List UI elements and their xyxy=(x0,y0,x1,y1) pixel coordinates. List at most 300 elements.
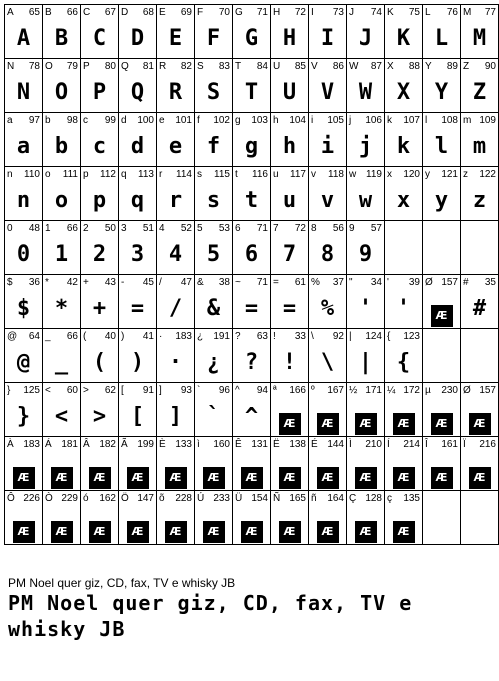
glyph-char: = xyxy=(130,296,145,321)
glyph-char: Æ xyxy=(393,521,415,543)
glyph-sample xyxy=(385,405,422,429)
character-code: 43 xyxy=(104,277,116,288)
glyph-sample xyxy=(423,131,460,163)
character-label: ª xyxy=(273,385,277,396)
cell-header xyxy=(197,439,230,451)
glyph-cell xyxy=(195,383,233,437)
glyph-char: a xyxy=(16,134,31,159)
cell-header xyxy=(235,7,268,19)
glyph-cell xyxy=(195,113,233,167)
character-label: ` xyxy=(197,385,201,396)
glyph-sample xyxy=(309,347,346,379)
glyph-char: Æ xyxy=(165,521,187,543)
glyph-char: Æ xyxy=(241,521,263,543)
glyph-char: ! xyxy=(282,350,297,375)
glyph-sample xyxy=(233,131,270,163)
character-label: L xyxy=(425,7,431,18)
character-label: ? xyxy=(235,331,241,342)
character-code: 39 xyxy=(408,277,420,288)
character-label: x xyxy=(387,169,392,180)
cell-header xyxy=(349,169,382,181)
character-label: % xyxy=(311,277,320,288)
character-label: @ xyxy=(7,331,18,342)
glyph-cell xyxy=(157,329,195,383)
glyph-sample xyxy=(195,185,232,217)
character-label: ! xyxy=(273,331,276,342)
glyph-cell xyxy=(5,383,43,437)
cell-header xyxy=(159,223,192,235)
character-code: 214 xyxy=(403,439,420,450)
glyph-sample xyxy=(81,239,118,271)
glyph-sample xyxy=(385,131,422,163)
glyph-char: Æ xyxy=(431,305,453,327)
glyph-cell xyxy=(43,275,81,329)
glyph-char: + xyxy=(92,296,107,321)
character-code: 70 xyxy=(218,7,230,18)
cell-header xyxy=(83,277,116,289)
cell-header xyxy=(311,7,344,19)
glyph-cell xyxy=(385,491,423,545)
glyph-cell xyxy=(119,113,157,167)
character-code: 37 xyxy=(332,277,344,288)
character-label: R xyxy=(159,61,167,72)
character-label: N xyxy=(7,61,15,72)
glyph-char: o xyxy=(54,188,69,213)
glyph-cell xyxy=(385,275,423,329)
character-code: 61 xyxy=(294,277,306,288)
character-label: t xyxy=(235,169,238,180)
glyph-sample xyxy=(43,401,80,433)
glyph-sample xyxy=(81,459,118,483)
cell-header xyxy=(235,331,268,343)
glyph-char: K xyxy=(396,26,411,51)
cell-header xyxy=(311,385,344,397)
character-label: H xyxy=(273,7,281,18)
glyph-char: u xyxy=(282,188,297,213)
glyph-cell xyxy=(309,329,347,383)
glyph-char: p xyxy=(92,188,107,213)
glyph-cell xyxy=(119,221,157,275)
character-code: 183 xyxy=(23,439,40,450)
character-label: ñ xyxy=(311,493,317,504)
character-label: ç xyxy=(387,493,392,504)
character-code: 166 xyxy=(289,385,306,396)
character-code: 97 xyxy=(28,115,40,126)
character-code: 48 xyxy=(28,223,40,234)
character-code: 112 xyxy=(100,169,116,180)
grid-row xyxy=(5,5,499,59)
glyph-cell xyxy=(461,5,499,59)
glyph-sample xyxy=(347,131,384,163)
character-code: 101 xyxy=(175,115,192,126)
character-label: Â xyxy=(83,439,90,450)
glyph-cell xyxy=(81,113,119,167)
cell-header xyxy=(83,169,116,181)
glyph-sample xyxy=(461,405,498,429)
glyph-sample xyxy=(157,401,194,433)
empty-cell xyxy=(461,221,499,275)
cell-header xyxy=(387,439,420,451)
glyph-sample xyxy=(157,347,194,379)
character-label: G xyxy=(235,7,243,18)
glyph-sample xyxy=(385,347,422,379)
glyph-char: R xyxy=(168,80,183,105)
empty-cell xyxy=(423,221,461,275)
character-label: d xyxy=(121,115,127,126)
cell-header xyxy=(7,331,40,343)
glyph-sample xyxy=(233,401,270,433)
glyph-char: ) xyxy=(130,350,145,375)
glyph-cell xyxy=(81,383,119,437)
glyph-char: Æ xyxy=(469,467,491,489)
grid-row xyxy=(5,275,499,329)
cell-header xyxy=(197,169,230,181)
character-label: { xyxy=(387,331,391,342)
glyph-sample xyxy=(195,239,232,271)
glyph-cell xyxy=(81,167,119,221)
cell-header xyxy=(235,277,268,289)
cell-header xyxy=(311,331,344,343)
character-label: Ø xyxy=(463,385,471,396)
glyph-cell xyxy=(347,437,385,491)
glyph-cell xyxy=(309,275,347,329)
character-label: p xyxy=(83,169,89,180)
character-label: ^ xyxy=(235,385,240,396)
character-code: 67 xyxy=(104,7,116,18)
character-label: 6 xyxy=(235,223,241,234)
character-label: l xyxy=(425,115,428,126)
character-label: ó xyxy=(83,493,89,504)
glyph-sample xyxy=(233,239,270,271)
glyph-cell xyxy=(423,275,461,329)
glyph-char: Q xyxy=(130,80,145,105)
character-code: 100 xyxy=(137,115,154,126)
glyph-cell xyxy=(43,383,81,437)
glyph-char: f xyxy=(206,134,221,159)
character-label: a xyxy=(7,115,13,126)
character-code: 165 xyxy=(289,493,306,504)
glyph-char: Æ xyxy=(241,467,263,489)
glyph-sample xyxy=(119,23,156,55)
glyph-sample xyxy=(271,131,308,163)
character-code: 96 xyxy=(218,385,230,396)
character-label: S xyxy=(197,61,204,72)
glyph-cell xyxy=(119,383,157,437)
cell-header xyxy=(45,169,78,181)
character-code: 216 xyxy=(479,439,496,450)
character-code: 111 xyxy=(62,169,78,180)
glyph-char: Æ xyxy=(165,467,187,489)
glyph-char: } xyxy=(16,404,31,429)
glyph-cell xyxy=(43,491,81,545)
character-label: Ø xyxy=(425,277,433,288)
character-code: 71 xyxy=(256,277,268,288)
glyph-char: Æ xyxy=(355,467,377,489)
glyph-char: z xyxy=(472,188,487,213)
character-label: i xyxy=(311,115,314,126)
character-code: 171 xyxy=(365,385,382,396)
character-code: 118 xyxy=(328,169,344,180)
glyph-char: Æ xyxy=(203,521,225,543)
glyph-sample xyxy=(43,185,80,217)
character-code: 98 xyxy=(66,115,78,126)
glyph-cell xyxy=(385,437,423,491)
character-code: 157 xyxy=(441,277,458,288)
glyph-char: x xyxy=(396,188,411,213)
cell-header xyxy=(7,61,40,73)
glyph-cell xyxy=(347,383,385,437)
glyph-sample xyxy=(271,347,308,379)
character-label: Ô xyxy=(7,493,15,504)
glyph-sample xyxy=(157,23,194,55)
cell-header xyxy=(425,169,458,181)
glyph-char: Æ xyxy=(355,521,377,543)
glyph-char: @ xyxy=(16,350,31,375)
character-code: 47 xyxy=(180,277,192,288)
glyph-sample xyxy=(5,23,42,55)
glyph-char: g xyxy=(244,134,259,159)
glyph-cell xyxy=(423,113,461,167)
glyph-char: { xyxy=(396,350,411,375)
character-label: A xyxy=(7,7,14,18)
glyph-cell xyxy=(461,275,499,329)
cell-header xyxy=(463,277,496,289)
character-code: 160 xyxy=(213,439,230,450)
cell-header xyxy=(45,61,78,73)
character-code: 164 xyxy=(327,493,344,504)
glyph-cell xyxy=(5,437,43,491)
cell-header xyxy=(121,169,154,181)
glyph-sample xyxy=(195,23,232,55)
glyph-char: M xyxy=(472,26,487,51)
glyph-cell xyxy=(309,167,347,221)
character-code: 135 xyxy=(403,493,420,504)
character-label: ¼ xyxy=(387,385,396,396)
character-label: ' xyxy=(387,277,389,288)
cell-header xyxy=(45,439,78,451)
glyph-char: V xyxy=(320,80,335,105)
glyph-sample xyxy=(347,405,384,429)
cell-header xyxy=(159,115,192,127)
glyph-sample xyxy=(5,131,42,163)
cell-header xyxy=(121,439,154,451)
glyph-cell xyxy=(157,167,195,221)
glyph-cell xyxy=(233,275,271,329)
character-code: 210 xyxy=(365,439,382,450)
character-label: + xyxy=(83,277,89,288)
glyph-cell xyxy=(119,5,157,59)
character-label: W xyxy=(349,61,359,72)
cell-header xyxy=(425,61,458,73)
glyph-char: Æ xyxy=(393,413,415,435)
character-label: > xyxy=(83,385,89,396)
glyph-sample xyxy=(461,185,498,217)
character-label: K xyxy=(387,7,394,18)
glyph-cell xyxy=(347,221,385,275)
glyph-char: v xyxy=(320,188,335,213)
glyph-cell xyxy=(309,437,347,491)
glyph-sample xyxy=(271,405,308,429)
glyph-cell xyxy=(43,113,81,167)
glyph-sample xyxy=(5,185,42,217)
character-code: 38 xyxy=(218,277,230,288)
cell-header xyxy=(349,493,382,505)
glyph-char: J xyxy=(358,26,373,51)
glyph-cell xyxy=(347,329,385,383)
glyph-char: t xyxy=(244,188,259,213)
glyph-char: C xyxy=(92,26,107,51)
character-label: z xyxy=(463,169,468,180)
cell-header xyxy=(197,7,230,19)
glyph-sample xyxy=(119,293,156,325)
cell-header xyxy=(273,223,306,235)
cell-header xyxy=(197,277,230,289)
glyph-sample xyxy=(5,239,42,271)
character-label: y xyxy=(425,169,430,180)
glyph-cell xyxy=(157,437,195,491)
character-code: 157 xyxy=(479,385,496,396)
cell-header xyxy=(159,331,192,343)
glyph-cell xyxy=(423,383,461,437)
cell-header xyxy=(235,61,268,73)
glyph-char: l xyxy=(434,134,449,159)
cell-header xyxy=(83,493,116,505)
glyph-sample xyxy=(461,23,498,55)
glyph-sample xyxy=(157,459,194,483)
character-label: | xyxy=(349,331,352,342)
glyph-cell xyxy=(5,167,43,221)
cell-header xyxy=(311,493,344,505)
character-label: Ã xyxy=(121,439,128,450)
glyph-char: ? xyxy=(244,350,259,375)
cell-header xyxy=(463,7,496,19)
glyph-sample xyxy=(43,459,80,483)
character-label: Ú xyxy=(197,493,205,504)
character-label: r xyxy=(159,169,163,180)
character-label: h xyxy=(273,115,279,126)
glyph-cell xyxy=(43,59,81,113)
glyph-char: Æ xyxy=(355,413,377,435)
glyph-sample xyxy=(271,23,308,55)
glyph-cell xyxy=(461,113,499,167)
cell-header xyxy=(197,385,230,397)
cell-header xyxy=(45,223,78,235)
glyph-sample xyxy=(81,347,118,379)
glyph-cell xyxy=(233,59,271,113)
cell-header xyxy=(349,223,382,235)
character-code: 102 xyxy=(213,115,230,126)
cell-header xyxy=(311,169,344,181)
glyph-sample xyxy=(385,459,422,483)
glyph-char: ¿ xyxy=(206,350,221,375)
glyph-cell xyxy=(271,59,309,113)
character-code: 104 xyxy=(289,115,306,126)
glyph-cell xyxy=(309,113,347,167)
glyph-char: m xyxy=(472,134,487,159)
glyph-char: B xyxy=(54,26,69,51)
character-code: 124 xyxy=(365,331,382,342)
character-label: g xyxy=(235,115,241,126)
cell-header xyxy=(311,439,344,451)
glyph-sample xyxy=(81,77,118,109)
grid-row xyxy=(5,59,499,113)
glyph-char: q xyxy=(130,188,145,213)
character-code: 91 xyxy=(142,385,154,396)
character-code: 167 xyxy=(327,385,344,396)
character-label: I xyxy=(311,7,314,18)
glyph-sample xyxy=(195,459,232,483)
character-code: 229 xyxy=(61,493,78,504)
character-label: ½ xyxy=(349,385,358,396)
glyph-cell xyxy=(81,221,119,275)
character-code: 122 xyxy=(479,169,496,180)
glyph-sample xyxy=(5,77,42,109)
glyph-sample xyxy=(347,23,384,55)
glyph-sample xyxy=(423,405,460,429)
cell-header xyxy=(273,277,306,289)
cell-header xyxy=(349,7,382,19)
glyph-cell xyxy=(157,221,195,275)
glyph-char: 5 xyxy=(206,242,221,267)
character-code: 103 xyxy=(251,115,268,126)
glyph-char: S xyxy=(206,80,221,105)
cell-header xyxy=(311,115,344,127)
character-label: u xyxy=(273,169,279,180)
glyph-char: r xyxy=(168,188,183,213)
cell-header xyxy=(83,7,116,19)
glyph-char: | xyxy=(358,350,373,375)
cell-header xyxy=(349,331,382,343)
glyph-sample xyxy=(43,23,80,55)
cell-header xyxy=(349,439,382,451)
character-label: # xyxy=(463,277,469,288)
glyph-cell xyxy=(271,221,309,275)
cell-header xyxy=(45,385,78,397)
empty-cell xyxy=(423,491,461,545)
character-label: 5 xyxy=(197,223,203,234)
grid-row xyxy=(5,329,499,383)
glyph-cell xyxy=(43,5,81,59)
glyph-cell xyxy=(119,275,157,329)
glyph-char: Y xyxy=(434,80,449,105)
cell-header xyxy=(197,493,230,505)
glyph-char: Æ xyxy=(203,467,225,489)
glyph-cell xyxy=(157,491,195,545)
character-label: Ñ xyxy=(273,493,281,504)
character-code: 33 xyxy=(294,331,306,342)
glyph-sample xyxy=(347,513,384,537)
glyph-sample xyxy=(157,131,194,163)
character-code: 34 xyxy=(370,277,382,288)
cell-header xyxy=(273,331,306,343)
character-code: 90 xyxy=(484,61,496,72)
glyph-cell xyxy=(195,437,233,491)
character-label: ] xyxy=(159,385,162,396)
character-label: D xyxy=(121,7,129,18)
character-label: Ê xyxy=(235,439,242,450)
glyph-cell xyxy=(385,59,423,113)
character-code: 87 xyxy=(370,61,382,72)
glyph-char: 6 xyxy=(244,242,259,267)
glyph-cell xyxy=(43,167,81,221)
glyph-sample xyxy=(309,405,346,429)
glyph-cell xyxy=(347,167,385,221)
glyph-cell xyxy=(271,113,309,167)
glyph-sample xyxy=(81,23,118,55)
grid-row xyxy=(5,491,499,545)
character-code: 71 xyxy=(256,223,268,234)
character-code: 35 xyxy=(484,277,496,288)
